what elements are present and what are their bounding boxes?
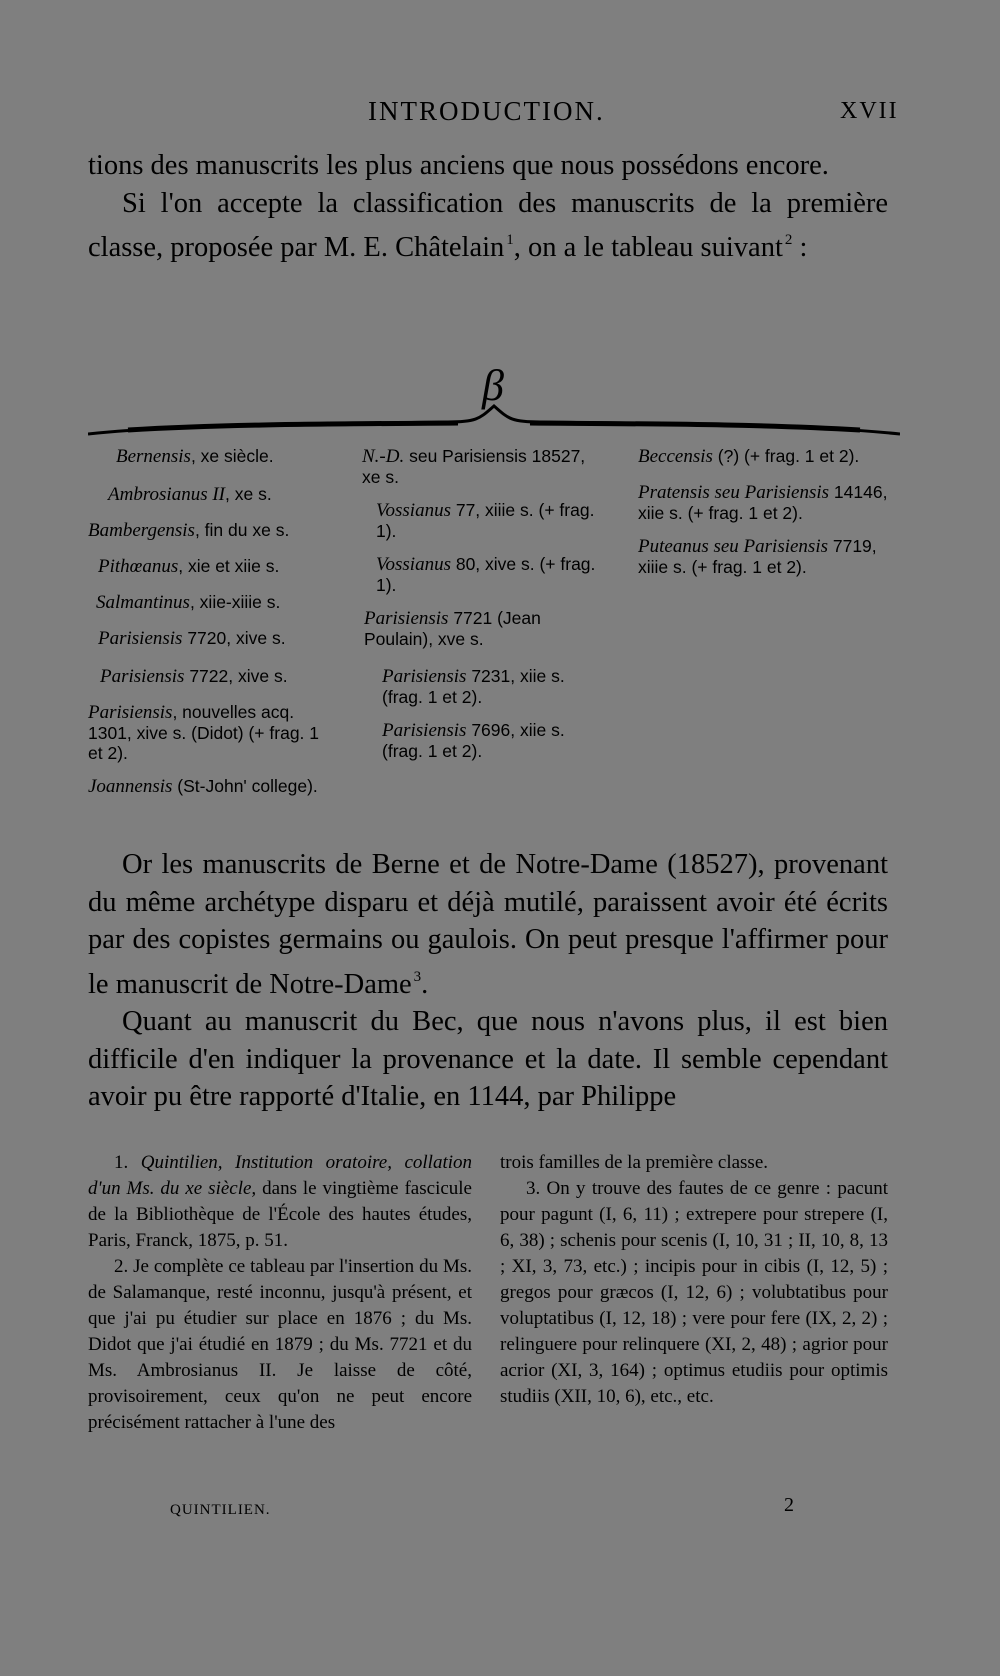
footnote-ref-1[interactable]: 1 xyxy=(506,232,514,248)
manuscript-entry: Bambergensis, fin du xe s. xyxy=(88,520,290,541)
stemma-brace xyxy=(88,404,900,436)
footnotes-right-column xyxy=(500,1150,888,1410)
page-header xyxy=(0,96,1000,132)
stemma-column-left xyxy=(88,446,338,806)
page-number: XVII xyxy=(840,98,899,124)
running-head: INTRODUCTION. xyxy=(368,96,605,126)
footnotes-left-column xyxy=(88,1150,472,1436)
intro-paragraph-2 xyxy=(88,185,888,267)
intro-text xyxy=(88,147,888,267)
manuscript-entry: Vossianus 80, xive s. (+ frag. 1). xyxy=(376,554,596,595)
intro-text-a: Si l'on accepte la classification des manuscrits de la première classe, proposée par M. E. Châtelain xyxy=(88,187,888,263)
footnote-ref-2[interactable]: 2 xyxy=(784,232,793,248)
main-text xyxy=(88,846,888,1116)
manuscript-entry: Bernensis, xe siècle. xyxy=(116,446,274,467)
manuscript-entry: Puteanus seu Parisiensis 7719, xiiie s. (+ frag. 1 et 2). xyxy=(638,536,877,577)
manuscript-entry: Joannensis (St-John' college). xyxy=(88,776,318,797)
manuscript-entry: Parisiensis 7720, xive s. xyxy=(98,628,286,649)
footnote-ref-3[interactable]: 3 xyxy=(413,968,422,985)
footnote-2-continued: trois familles de la première classe. xyxy=(500,1152,769,1173)
manuscript-entry: Salmantinus, xiie-xiiie s. xyxy=(96,592,281,613)
footnote-2: 2. Je complète ce tableau par l'insertion du Ms. de Salamanque, resté inconnu, jusqu'à présent, et que j'ai pu étudier sur place en 1876 ; du Ms. Didot que j'ai étudié en 1879 ; du Ms. 7721 et du Ms. Ambrosianus II. Je laisse de côté, provisoirement, ceux qu'on ne peut encore précisément rattacher à l'une des xyxy=(88,1256,472,1433)
intro-text-c: : xyxy=(792,232,808,263)
sheet-number: 2 xyxy=(784,1494,794,1516)
manuscript-entry: Parisiensis 7721 (Jean Poulain), xve s. xyxy=(364,608,541,649)
manuscript-entry: Parisiensis 7722, xive s. xyxy=(100,666,288,687)
intro-line-1: tions des manuscrits les plus anciens que nous possédons encore. xyxy=(88,150,829,181)
footnote-1: 1. Quintilien, Institution oratoire, collation d'un Ms. du xe siècle, dans le vingtième fascicule de la Bibliothèque de l'École des hautes études, Paris, Franck, 1875, p. 51. xyxy=(88,1152,473,1251)
signature-mark: QUINTILIEN. xyxy=(170,1502,271,1518)
manuscript-entry: Beccensis (?) (+ frag. 1 et 2). xyxy=(638,446,860,467)
paragraph-berne: Or les manuscrits de Berne et de Notre-Dame (18527), provenant du même archétype disparu et déjà mutilé, paraissent avoir été écrits par des copistes germains ou gaulois. On peut presque l'affirmer pour le manuscrit de Notre-Dame $^3$. xyxy=(88,849,888,1000)
stemma-column-right xyxy=(638,446,900,586)
paragraph-bec: Quant au manuscrit du Bec, que nous n'avons plus, il est bien difficile d'en indiquer la provenance et la date. Il semble cependant avoir pu être rapporté d'Italie, en 1144, par Philippe xyxy=(88,1006,888,1112)
manuscript-entry: Pithœanus, xie et xiie s. xyxy=(98,556,280,577)
manuscript-entry: Parisiensis 7231, xiie s. (frag. 1 et 2). xyxy=(382,666,565,707)
manuscript-entry: Parisiensis 7696, xiie s. (frag. 1 et 2). xyxy=(382,720,565,761)
manuscript-entry: N.-D. seu Parisiensis 18527, xe s. xyxy=(362,446,586,487)
footnote-3: 3. On y trouve des fautes de ce genre : pacunt pour pagunt (I, 6, 11) ; extrepere pour strepere (I, 6, 38) ; schenis pour scenis (I, 10, 31 ; II, 10, 8, 13 ; XI, 3, 73, etc.) ; incipis pour in cibis (I, 12, 5) ; gregos pour græcos (I, 12, 6) ; volubtatibus pour voluptatibus (I, 12, 18) ; vere pour fere (IX, 2, 2) ; relinguere pour relinquere (XI, 2, 48) ; agrior pour acrior (XI, 3, 164) ; optimus etudiis pour optimis studiis (XII, 10, 6), etc., etc. xyxy=(500,1178,888,1407)
manuscript-entry: Ambrosianus II, xe s. xyxy=(108,484,272,505)
stemma-root: β xyxy=(482,361,504,410)
intro-text-b: , on a le tableau suivant xyxy=(513,232,783,263)
manuscript-entry: Parisiensis, nouvelles acq. 1301, xive s. (Didot) (+ frag. 1 et 2). xyxy=(88,702,320,763)
manuscript-entry: Vossianus 77, xiiie s. (+ frag. 1). xyxy=(376,500,595,541)
manuscript-entry: Pratensis seu Parisiensis 14146, xiie s. (+ frag. 1 et 2). xyxy=(638,482,888,523)
stemma-column-middle xyxy=(362,446,612,766)
